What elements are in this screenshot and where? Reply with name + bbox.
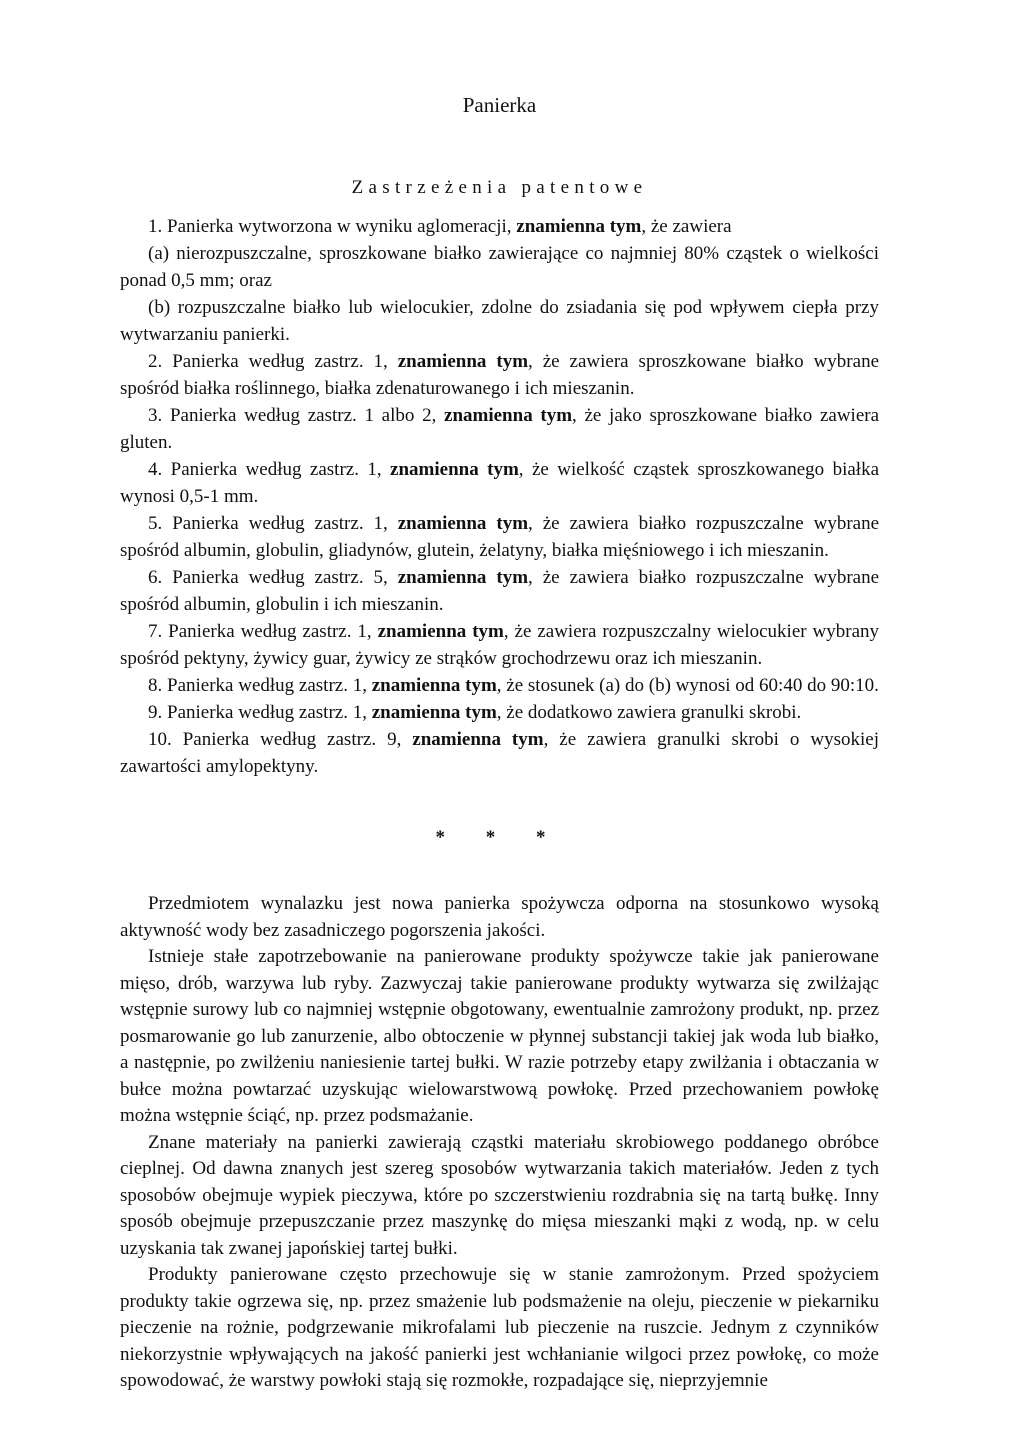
claim-text: 5. Panierka według zastrz. 1, — [148, 513, 398, 534]
claim-text: , że zawiera rozpuszczalny wielocukier wybrany spośród pektyny, żywicy guar, żywicy ze strąków grochodrzewu oraz ich mieszanin. — [120, 621, 879, 669]
claim-text: , że dodatkowo zawiera granulki skrobi. — [496, 702, 802, 723]
claim-keyword: znamienna tym — [444, 405, 573, 426]
claim-text: 3. Panierka według zastrz. 1 albo 2, — [148, 405, 445, 426]
claim-7 — [120, 618, 879, 672]
claim-keyword: znamienna tym — [371, 702, 497, 723]
claim-keyword: znamienna tym — [516, 216, 642, 237]
claim-2 — [120, 348, 879, 402]
claim-text: , że jako sproszkowane białko zawiera gluten. — [120, 405, 880, 453]
claim-text: , że zawiera — [641, 216, 732, 237]
claim-text: , że zawiera granulki skrobi o wysokiej zawartości amylopektyny. — [120, 729, 879, 777]
claim-keyword: znamienna tym — [397, 351, 529, 372]
claims-heading: Zastrzeżenia patentowe — [351, 177, 648, 198]
description-paragraph: Istnieje stałe zapotrzebowanie na panierowane produkty spożywcze takie jak panierowane mięso, drób, warzywa lub ryby. Zazwyczaj takie panierowane produkty wytwarza się zwilżając wstępnie surowy lub co najmniej wstępnie obgotowany, ewentualnie zamrożony produkt, np. przez posmarowanie go lub zanurzenie, albo obtoczenie w płynnej substancji takiej jak woda lub białko, a następnie, po zwilżeniu naniesienie tartej bułki. W razie potrzeby etapy zwilżania i obtaczania w bułce można powtarzać uzyskując wielowarstwową powłokę. Przed przechowaniem powłokę można wstępnie ściąć, np. przez podsmażanie. — [120, 946, 879, 1126]
claim-keyword: znamienna tym — [397, 513, 529, 534]
claim-1-sub-b: (b) rozpuszczalne białko lub wielocukier, zdolne do zsiadania się pod wpływem ciepła przy wytwarzaniu panierki. — [120, 297, 879, 345]
claim-text: , że zawiera białko rozpuszczalne wybrane spośród albumin, globulin i ich mieszanin. — [120, 567, 880, 615]
claim-4 — [120, 456, 879, 510]
claim-text: 1. Panierka wytworzona w wyniku aglomeracji, — [148, 216, 517, 237]
description-section — [120, 891, 879, 1395]
claim-text: , że wielkość cząstek sproszkowanego białka wynosi 0,5-1 mm. — [120, 459, 879, 507]
claim-text: 10. Panierka według zastrz. 9, — [148, 729, 413, 750]
claim-keyword: znamienna tym — [397, 567, 529, 588]
description-paragraph: Produkty panierowane często przechowuje się w stanie zamrożonym. Przed spożyciem produkty takie ogrzewa się, np. przez smażenie lub podsmażenie na oleju, pieczenie w piekarniku pieczenie na rożnie, podgrzewanie mikrofalami lub pieczenie na ruszcie. Jednym z czynników niekorzystnie wpływających na jakość panierki jest wchłanianie wilgoci przez powłokę, co może spowodować, że warstwy powłoki stają się rozmokłe, rozpadające się, nieprzyjemnie — [120, 1264, 879, 1391]
claim-keyword: znamienna tym — [390, 459, 519, 480]
claim-1-sub-a: (a) nierozpuszczalne, sproszkowane białko zawierające co najmniej 80% cząstek o wielkości ponad 0,5 mm; oraz — [120, 243, 879, 291]
claim-text: , że zawiera sproszkowane białko wybrane spośród białka roślinnego, białka zdenaturowanego i ich mieszanin. — [120, 351, 879, 399]
claim-text: 4. Panierka według zastrz. 1, — [148, 459, 391, 480]
claim-text: 2. Panierka według zastrz. 1, — [148, 351, 398, 372]
description-paragraph: Znane materiały na panierki zawierają cząstki materiału skrobiowego poddanego obróbce cieplnej. Od dawna znanych jest szereg sposobów wytwarzania takich materiałów. Jeden z tych sposobów obejmuje wypiek pieczywa, które po szczerstwieniu rozdrabnia się na tartą bułkę. Inny sposób obejmuje przepuszczanie przez maszynkę do mięsa mieszanki mąki z wodą, np. w celu uzyskania tak zwanej japońskiej tartej bułki. — [120, 1131, 879, 1259]
claim-text: 7. Panierka według zastrz. 1, — [148, 621, 378, 642]
claim-3 — [120, 402, 879, 456]
claim-10 — [120, 726, 879, 780]
description-paragraph: Przedmiotem wynalazku jest nowa panierka spożywcza odporna na stosunkowo wysoką aktywność wody bez zasadniczego pogorszenia jakości. — [120, 893, 879, 941]
claim-text: , że zawiera białko rozpuszczalne wybrane spośród albumin, globulin, gliadynów, glutein, żelatyny, białka mięśniowego i ich mieszanin. — [120, 513, 880, 561]
claim-1 — [120, 213, 879, 240]
claim-6 — [120, 564, 879, 618]
claim-keyword: znamienna tym — [377, 621, 504, 642]
claim-keyword: znamienna tym — [371, 675, 497, 696]
claim-9 — [120, 699, 879, 726]
claim-text: 8. Panierka według zastrz. 1, — [148, 675, 372, 696]
section-separator: * * * — [435, 827, 564, 848]
claim-text: 6. Panierka według zastrz. 5, — [148, 567, 398, 588]
claim-text: 9. Panierka według zastrz. 1, — [148, 702, 372, 723]
claim-5 — [120, 510, 879, 564]
claim-8 — [120, 672, 879, 699]
document-title: Panierka — [462, 93, 537, 117]
claim-text: , że stosunek (a) do (b) wynosi od 60:40 do 90:10. — [496, 675, 879, 696]
claims-section — [120, 213, 879, 780]
claim-keyword: znamienna tym — [412, 729, 544, 750]
